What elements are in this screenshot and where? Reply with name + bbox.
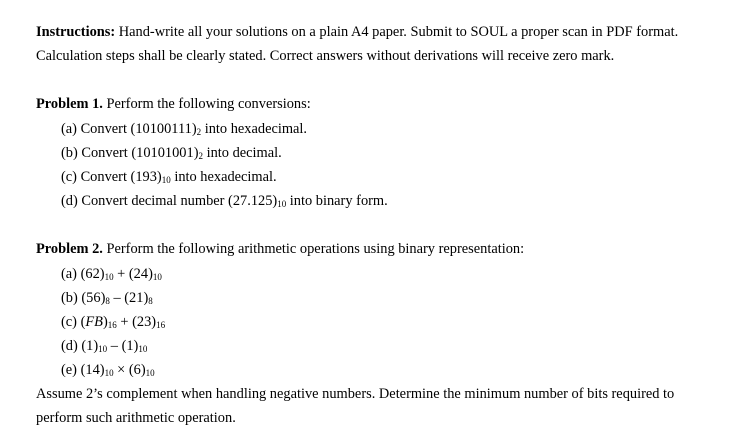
problem2-heading: Problem 2. Perform the following arithmetic operations using binary representation:: [36, 241, 525, 257]
problem1-heading: Problem 1. Perform the following conversions:: [36, 96, 311, 112]
instructions-label: Instructions:: [36, 24, 116, 40]
instructions-line-1: Instructions: Hand-write all your solutions on a plain A4 paper. Submit to SOUL a proper scan in PDF format.: [36, 24, 679, 40]
problem2-note-line-1: Assume 2’s complement when handling negative numbers. Determine the minimum number of bits required to: [36, 386, 675, 402]
problem1-item-c: (c) Convert $(193)_{10}$ into hexadecimal.: [61, 169, 277, 185]
problem2-item-d: (d) $(1)_{10} - (1)_{10}$: [61, 338, 148, 354]
problem2-label: Problem 2.: [36, 241, 103, 257]
problem2-item-c: (c) $(FB)_{16} + (23)_{16}$: [61, 314, 166, 330]
problem2-item-b: (b) $(56)_8 - (21)_8$: [61, 290, 153, 306]
problem2-item-e: (e) $(14)_{10} \times (6)_{10}$: [61, 362, 155, 378]
problem1-item-b: (b) Convert $(10101001)_2$ into decimal.: [61, 145, 282, 161]
problem2-item-a: (a) $(62)_{10} + (24)_{10}$: [61, 266, 162, 282]
problem2-note-line-2: perform such arithmetic operation.: [36, 410, 236, 426]
problem1-item-a: (a) Convert $(10100111)_2$ into hexadecimal.: [61, 121, 308, 137]
problem1-item-d: (d) Convert decimal number $(27.125)_{10}$ into binary form.: [61, 193, 388, 209]
problem1-label: Problem 1.: [36, 96, 103, 112]
instructions-line-2: Calculation steps shall be clearly stated. Correct answers without derivations will receive zero mark.: [36, 48, 615, 64]
